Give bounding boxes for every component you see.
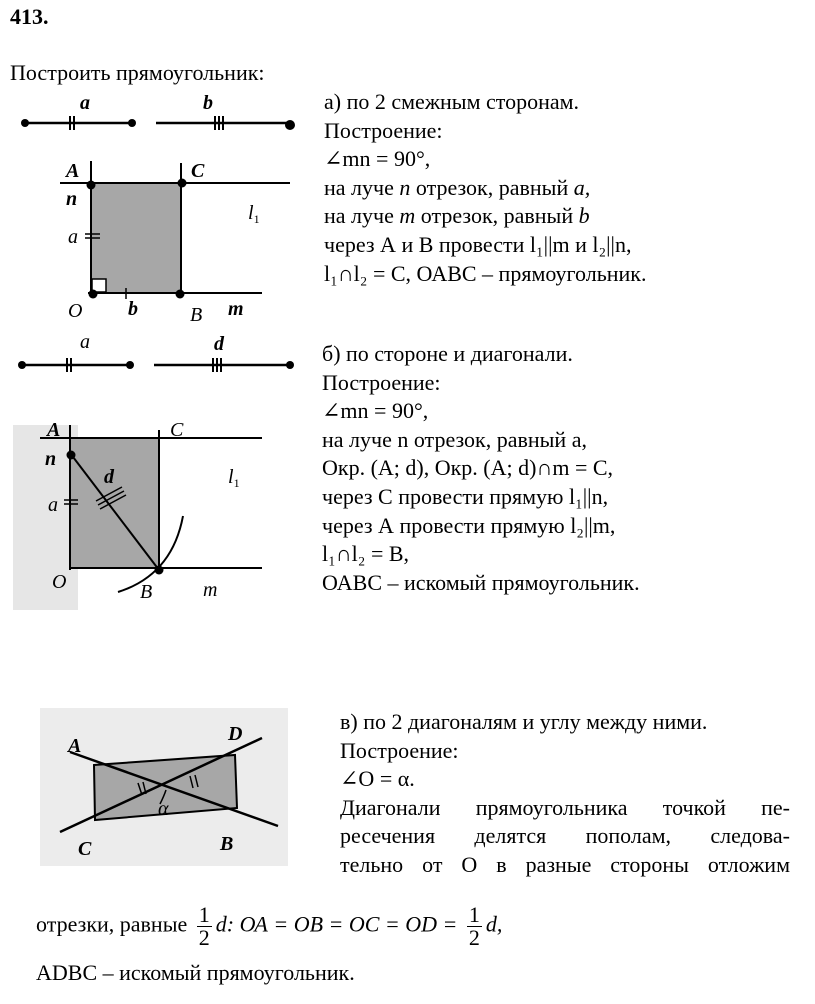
fig-b-side-a: a [48,494,58,516]
part-c-build: Построение: [340,737,459,763]
part-a-title: а) по 2 смежным сторонам. [324,89,580,114]
half-fraction-2: $\frac{1}{2}$ [468,902,480,950]
fig-c-point-A: A [68,735,82,757]
part-a-text [324,88,646,288]
figure-c [30,700,320,875]
fig-a-label-b: b [203,92,213,114]
part-b-line6: через А провести прямую l₂||m, [322,512,616,538]
part-b-angle: ∠mn = 90°, [322,398,429,424]
fig-b-point-O: O [52,571,67,593]
part-c-line6: отрезки, равные $\frac{1}{2}$ d: ОА = ОВ = ОС = ОD = $\frac{1}{2}$ d, [36,902,503,950]
fig-a-point-A: A [66,160,80,182]
part-a-build: Построение: [324,117,443,143]
half-fraction: $\frac{1}{2}$ [198,902,210,950]
part-b-line3: на луче n отрезок, равный a, [322,426,587,452]
part-a-line5: через А и В провести l₁||m и l₂||n, [324,231,632,257]
fig-b-label-d: d [214,333,224,355]
part-b-line8: ОАВС – искомый прямоугольник. [322,569,640,595]
fig-a-ray-m: m [228,298,244,320]
fig-b-point-B: B [140,581,153,603]
figure-a [0,85,310,330]
part-c-line3: Диагонали прямоугольника точкой пе- [340,794,790,820]
rectangle-oabc [91,183,181,293]
fig-b-ray-m: m [203,579,218,601]
part-a-angle: ∠mn = 90°, [324,146,431,172]
fig-a-point-O: O [68,300,83,322]
part-a-line4: на луче m отрезок, равный b [324,203,590,229]
part-c-line5: тельно от О в разные стороны отложим [340,851,790,877]
fig-b-point-C: C [170,419,184,441]
part-c-line7: ADBC – искомый прямоугольник. [36,960,355,985]
given-segment-d [154,358,294,372]
fig-a-line-l1: $l_1$ [248,202,260,226]
part-b-build: Построение: [322,369,441,395]
given-segment-b [156,116,295,130]
fig-b-label-a: a [80,331,90,353]
part-b-line5: через С провести прямую l₁||n, [322,483,609,509]
fig-c-angle-alpha: α [158,798,169,820]
fig-a-point-C: C [191,160,205,182]
fig-a-ray-n: n [66,188,78,210]
part-a-line6: l₁∩l₂ = С, ОАВС – прямоугольник. [324,260,647,286]
problem-number: 413. [10,4,49,29]
fig-b-point-A: A [47,419,61,441]
part-b-line4: Окр. (А; d), Окр. (А; d)∩m = С, [322,455,614,481]
fig-c-point-B: B [220,833,234,855]
fig-a-side-a: a [68,226,78,248]
fig-b-ray-n: n [45,448,57,470]
part-c-text [340,708,790,880]
part-b-title: б) по стороне и диагонали. [322,341,573,366]
fig-b-diagonal-d: d [104,466,114,488]
given-segment-a [21,116,136,130]
fig-c-point-C: C [78,838,92,860]
fig-b-line-l1: $l_1$ [228,466,240,490]
given-segment-a [18,358,134,372]
fig-a-label-a: a [80,92,90,114]
fig-c-point-D: D [228,723,243,745]
fig-a-point-B: B [190,304,203,326]
fig-a-side-b: b [128,298,138,320]
problem-intro: Построить прямоугольник: [10,60,265,85]
part-a-line3: на луче n отрезок, равный a, [324,174,591,200]
part-b-line7: l₁∩l₂ = В, [322,541,410,567]
part-c-title: в) по 2 диагоналям и углу между ними. [340,709,708,734]
figure-b [0,330,310,620]
rectangle-oabc [70,438,159,568]
part-b-text [322,340,640,597]
part-c-line4: ресечения делятся пополам, следова- [340,823,790,849]
part-c-angle: ∠O = α. [340,766,415,792]
